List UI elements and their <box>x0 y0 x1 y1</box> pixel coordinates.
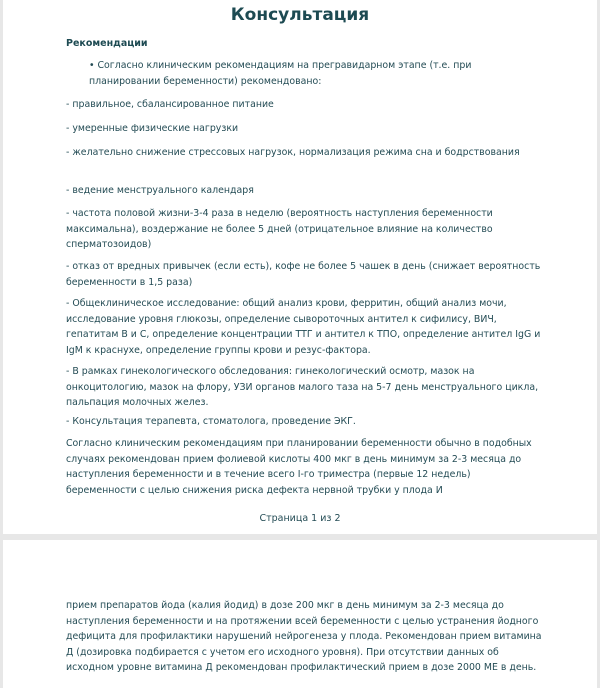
recommendation-item: - желательно снижение стрессовых нагрузок, нормализация режима сна и бодрствования <box>66 147 520 158</box>
intro-bullet: • Согласно клиническим рекомендациям на прегравидарном этапе (т.е. при планировании беременности) рекомендовано: <box>89 60 472 87</box>
closing-paragraph: Согласно клиническим рекомендациям при планировании беременности обычно в подобных случаях рекомендован прием фолиевой кислоты 400 мкг в день минимум за 2-3 месяца до наступления беременности и в течение всего I-го триместра (первые 12 недель) беременности с целью снижения риска дефекта нервной трубки у плода И <box>66 438 532 496</box>
recommendation-item: - правильное, сбалансированное питание <box>66 99 274 110</box>
document-page-2 <box>3 540 597 688</box>
recommendation-item: - умеренные физические нагрузки <box>66 123 239 134</box>
recommendation-item: - Консультация терапевта, стоматолога, проведение ЭКГ. <box>66 416 356 427</box>
recommendation-item: - частота половой жизни-3-4 раза в неделю (вероятность наступления беременности максимальна), воздержание не более 5 дней (отрицательное влияние на количество сперматозоидов) <box>66 208 493 250</box>
recommendation-item: - Общеклиническое исследование: общий анализ крови, ферритин, общий анализ мочи, исследование уровня глюкозы, определение сывороточных антител к сифилису, ВИЧ, гепатитам В и С, определение концентрации ТТГ и антител к ТПО, определение антител IgG и IgM к краснухе, определение группы крови и резус-фактора. <box>66 298 541 356</box>
page-title: Консультация <box>230 5 370 25</box>
continuation-paragraph: прием препаратов йода (калия йодид) в дозе 200 мкг в день минимум за 2-3 месяца до наступления беременности и на протяжении всей беременности с целью устранения йодного дефицита для профилактики нарушений нейрогенеза у плода. Рекомендован прием витамина Д (дозировка подбирается с учетом его исходного уровня). При отсутствии данных об исходном уровне витамина Д рекомендован профилактический прием в дозе 2000 МЕ в день. <box>66 600 542 673</box>
recommendation-item: - ведение менструального календаря <box>66 185 254 196</box>
document-page-1 <box>3 0 597 534</box>
recommendation-item: - В рамках гинекологического обследования: гинекологический осмотр, мазок на онкоцитологию, мазок на флору, УЗИ органов малого таза на 5-7 день менструального цикла, пальпация молочных желез. <box>66 366 539 408</box>
recommendation-item: - отказ от вредных привычек (если есть), кофе не более 5 чашек в день (снижает вероятность беременности в 1,5 раза) <box>66 261 541 288</box>
section-heading: Рекомендации <box>66 38 148 49</box>
page-number: Страница 1 из 2 <box>259 513 341 524</box>
